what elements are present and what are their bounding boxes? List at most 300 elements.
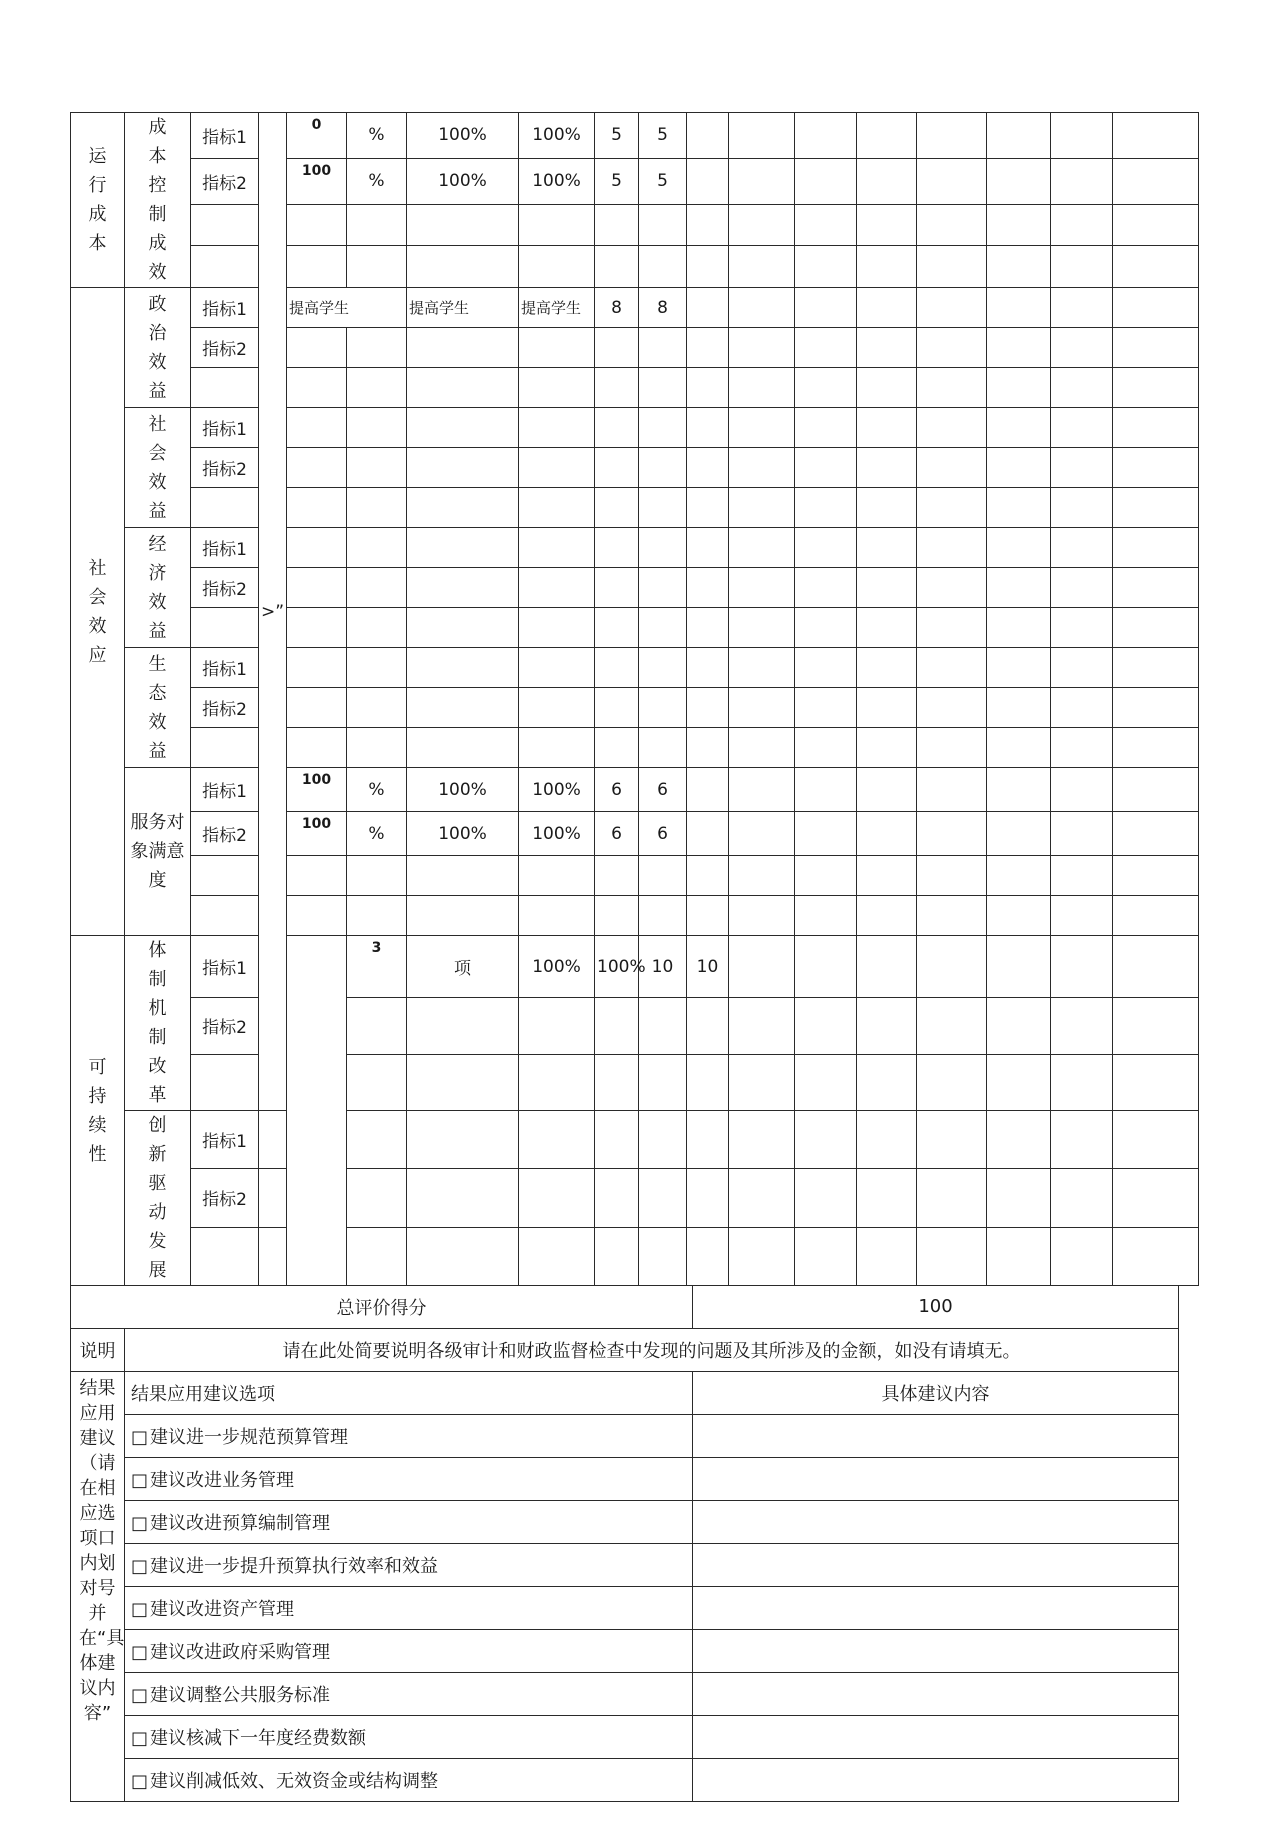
blank-cell — [1113, 1111, 1199, 1169]
blank-cell — [639, 328, 687, 368]
blank-cell — [639, 1111, 687, 1169]
blank-cell — [1113, 936, 1199, 998]
blank-cell — [639, 1169, 687, 1227]
blank-cell — [191, 488, 259, 528]
suggest-option-checkbox[interactable]: □ 建议进一步规范预算管理 — [125, 1414, 693, 1457]
blank-cell — [917, 1227, 987, 1285]
blank-cell — [729, 688, 795, 728]
blank-cell — [1113, 1227, 1199, 1285]
suggest-row — [71, 1457, 1179, 1500]
indicator-label: 指标2 — [191, 328, 259, 368]
blank-cell — [191, 204, 259, 246]
table-row — [71, 812, 1199, 856]
blank-cell — [595, 1227, 639, 1285]
weight-cell: 5 — [595, 113, 639, 159]
blank-cell — [917, 368, 987, 408]
indicator-label: 指标2 — [191, 688, 259, 728]
blank-cell — [519, 246, 595, 288]
blank-cell — [347, 448, 407, 488]
blank-cell — [917, 896, 987, 936]
blank-cell — [639, 728, 687, 768]
suggest-content-field[interactable] — [693, 1543, 1179, 1586]
blank-cell — [519, 608, 595, 648]
blank-cell — [595, 368, 639, 408]
actual-cell: 100% — [519, 812, 595, 856]
actual-cell: 100% — [595, 936, 639, 998]
blank-cell — [729, 448, 795, 488]
blank-cell — [1113, 488, 1199, 528]
blank-cell — [857, 936, 917, 998]
blank-cell — [639, 368, 687, 408]
blank-cell — [1051, 488, 1113, 528]
blank-cell — [519, 408, 595, 448]
category-cell: 运行成本 — [71, 113, 125, 288]
blank-cell — [1113, 328, 1199, 368]
suggest-option-checkbox[interactable]: □ 建议进一步提升预算执行效率和效益 — [125, 1543, 693, 1586]
blank-cell — [519, 1227, 595, 1285]
table-row — [71, 648, 1199, 688]
blank-cell — [917, 856, 987, 896]
indicator-label: 指标2 — [191, 568, 259, 608]
blank-cell — [917, 568, 987, 608]
suggest-option-checkbox[interactable]: □ 建议削减低效、无效资金或结构调整 — [125, 1758, 693, 1801]
blank-cell — [729, 1169, 795, 1227]
blank-cell — [407, 448, 519, 488]
blank-cell — [407, 1111, 519, 1169]
table-row — [71, 768, 1199, 812]
actual-cell: 提高学生 — [519, 288, 595, 328]
subcategory-cell: 成本控制成效 — [125, 113, 191, 288]
blank-cell — [987, 1111, 1051, 1169]
blank-cell — [287, 246, 347, 288]
suggest-row — [71, 1758, 1179, 1801]
blank-cell — [1051, 896, 1113, 936]
blank-cell — [1051, 368, 1113, 408]
subcategory-cell: 创新驱动发展 — [125, 1111, 191, 1286]
blank-cell — [595, 896, 639, 936]
blank-cell — [687, 408, 729, 448]
suggest-header-row — [71, 1371, 1179, 1414]
category-cell: 可持续性 — [71, 936, 125, 1286]
blank-cell — [347, 328, 407, 368]
suggest-option-checkbox[interactable]: □ 建议改进政府采购管理 — [125, 1629, 693, 1672]
unit-cell: % — [347, 812, 407, 856]
blank-cell — [1113, 246, 1199, 288]
suggest-option-checkbox[interactable]: □ 建议改进业务管理 — [125, 1457, 693, 1500]
suggest-row — [71, 1586, 1179, 1629]
blank-cell — [1113, 158, 1199, 204]
blank-cell — [687, 113, 729, 159]
blank-cell — [795, 488, 857, 528]
blank-cell — [347, 896, 407, 936]
blank-cell — [987, 528, 1051, 568]
blank-symbol-column — [287, 936, 347, 1286]
blank-cell — [917, 488, 987, 528]
blank-cell — [687, 448, 729, 488]
score-cell: 5 — [639, 158, 687, 204]
blank-cell — [595, 204, 639, 246]
blank-cell — [191, 856, 259, 896]
options-header: 结果应用建议选项 — [125, 1371, 693, 1414]
blank-cell — [595, 1111, 639, 1169]
blank-cell — [687, 648, 729, 688]
indicator-label: 指标2 — [191, 1169, 259, 1227]
blank-cell — [1051, 528, 1113, 568]
blank-cell — [639, 998, 687, 1054]
blank-cell — [519, 728, 595, 768]
table-row — [71, 998, 1199, 1054]
blank-cell — [987, 204, 1051, 246]
blank-cell — [987, 688, 1051, 728]
unit-cell: % — [347, 113, 407, 159]
blank-cell — [1113, 1054, 1199, 1110]
blank-cell — [987, 768, 1051, 812]
blank-cell — [1113, 856, 1199, 896]
blank-cell — [795, 204, 857, 246]
blank-cell — [639, 448, 687, 488]
blank-cell — [857, 648, 917, 688]
blank-cell — [729, 528, 795, 568]
weight-cell: 8 — [595, 288, 639, 328]
blank-cell — [987, 368, 1051, 408]
blank-cell — [639, 204, 687, 246]
blank-cell — [917, 608, 987, 648]
blank-cell — [191, 728, 259, 768]
blank-cell — [407, 1169, 519, 1227]
blank-cell — [795, 688, 857, 728]
suggest-content-field[interactable] — [693, 1500, 1179, 1543]
blank-cell — [407, 204, 519, 246]
blank-cell — [191, 896, 259, 936]
blank-cell — [287, 528, 347, 568]
blank-cell — [917, 812, 987, 856]
blank-cell — [407, 728, 519, 768]
blank-cell — [407, 328, 519, 368]
blank-cell — [595, 1054, 639, 1110]
table-row — [71, 158, 1199, 204]
blank-cell — [1113, 288, 1199, 328]
blank-cell — [917, 1169, 987, 1227]
blank-cell — [687, 688, 729, 728]
blank-cell — [857, 688, 917, 728]
suggest-row — [71, 1414, 1179, 1457]
evaluation-sheet — [70, 112, 1178, 1802]
blank-cell — [795, 812, 857, 856]
blank-cell — [259, 1169, 287, 1227]
blank-cell — [519, 488, 595, 528]
blank-cell — [987, 1169, 1051, 1227]
suggest-content-field[interactable] — [693, 1586, 1179, 1629]
blank-cell — [917, 936, 987, 998]
blank-cell — [729, 856, 795, 896]
blank-cell — [917, 448, 987, 488]
indicator-label: 指标1 — [191, 408, 259, 448]
summary-table — [70, 1285, 1179, 1802]
table-row — [71, 113, 1199, 159]
blank-cell — [595, 448, 639, 488]
blank-cell — [639, 648, 687, 688]
indicator-label: 指标1 — [191, 936, 259, 998]
blank-cell — [519, 448, 595, 488]
blank-cell — [987, 608, 1051, 648]
blank-cell — [917, 408, 987, 448]
table-row — [71, 568, 1199, 608]
value-cell: 3 — [347, 936, 407, 998]
blank-cell — [595, 246, 639, 288]
blank-cell — [987, 1227, 1051, 1285]
blank-cell — [407, 998, 519, 1054]
blank-cell — [1051, 1169, 1113, 1227]
total-score-value: 100 — [693, 1285, 1179, 1328]
blank-cell — [287, 488, 347, 528]
blank-cell — [857, 1111, 917, 1169]
blank-cell — [287, 728, 347, 768]
blank-cell — [987, 246, 1051, 288]
blank-cell — [1051, 408, 1113, 448]
weight-cell: 6 — [595, 812, 639, 856]
blank-cell — [857, 856, 917, 896]
content-header: 具体建议内容 — [693, 1371, 1179, 1414]
blank-cell — [795, 113, 857, 159]
blank-cell — [987, 936, 1051, 998]
note-label: 说明 — [71, 1328, 125, 1371]
indicator-label: 指标1 — [191, 528, 259, 568]
blank-cell — [687, 568, 729, 608]
blank-cell — [595, 728, 639, 768]
suggest-option-checkbox[interactable]: □ 建议调整公共服务标准 — [125, 1672, 693, 1715]
blank-cell — [1051, 448, 1113, 488]
blank-cell — [1051, 288, 1113, 328]
suggest-row — [71, 1629, 1179, 1672]
blank-cell — [1113, 998, 1199, 1054]
suggest-option-checkbox[interactable]: □ 建议核减下一年度经费数额 — [125, 1715, 693, 1758]
blank-cell — [519, 998, 595, 1054]
blank-cell — [687, 856, 729, 896]
subcategory-cell: 服务对象满意度 — [125, 768, 191, 936]
blank-cell — [595, 648, 639, 688]
blank-cell — [729, 998, 795, 1054]
table-row — [71, 408, 1199, 448]
blank-cell — [687, 488, 729, 528]
blank-cell — [795, 328, 857, 368]
blank-cell — [795, 368, 857, 408]
unit-cell: % — [347, 158, 407, 204]
table-row — [71, 1227, 1199, 1285]
indicator-label: 指标1 — [191, 288, 259, 328]
table-row — [71, 896, 1199, 936]
blank-cell — [987, 568, 1051, 608]
blank-cell — [857, 896, 917, 936]
blank-cell — [639, 1054, 687, 1110]
blank-cell — [687, 768, 729, 812]
blank-cell — [687, 728, 729, 768]
blank-cell — [347, 246, 407, 288]
blank-cell — [519, 528, 595, 568]
blank-cell — [917, 528, 987, 568]
target-cell: 100% — [407, 158, 519, 204]
blank-cell — [687, 368, 729, 408]
blank-cell — [595, 688, 639, 728]
blank-cell — [857, 488, 917, 528]
blank-cell — [1051, 204, 1113, 246]
suggest-row — [71, 1672, 1179, 1715]
blank-cell — [519, 1054, 595, 1110]
blank-cell — [191, 608, 259, 648]
blank-cell — [687, 1227, 729, 1285]
subcategory-cell: 生态效益 — [125, 648, 191, 768]
blank-cell — [795, 856, 857, 896]
blank-cell — [519, 568, 595, 608]
blank-cell — [795, 288, 857, 328]
table-row — [71, 528, 1199, 568]
note-row — [71, 1328, 1179, 1371]
blank-cell — [519, 856, 595, 896]
value-cell: 100 — [287, 768, 347, 812]
blank-cell — [639, 856, 687, 896]
blank-cell — [1051, 648, 1113, 688]
suggest-content-field[interactable] — [693, 1457, 1179, 1500]
value-cell: 0 — [287, 113, 347, 159]
blank-cell — [1113, 448, 1199, 488]
blank-cell — [347, 1169, 407, 1227]
blank-cell — [987, 896, 1051, 936]
blank-cell — [729, 246, 795, 288]
blank-cell — [287, 204, 347, 246]
value-cell: 100 — [287, 812, 347, 856]
blank-cell — [687, 1111, 729, 1169]
indicator-table — [70, 112, 1199, 1286]
suggest-option-checkbox[interactable]: □ 建议改进预算编制管理 — [125, 1500, 693, 1543]
blank-cell — [595, 408, 639, 448]
table-row — [71, 368, 1199, 408]
blank-cell — [857, 528, 917, 568]
blank-cell — [595, 608, 639, 648]
blank-cell — [407, 608, 519, 648]
blank-cell — [917, 113, 987, 159]
blank-cell — [687, 328, 729, 368]
blank-cell — [639, 246, 687, 288]
blank-cell — [917, 648, 987, 688]
blank-cell — [407, 856, 519, 896]
blank-cell — [857, 448, 917, 488]
suggest-row — [71, 1715, 1179, 1758]
blank-cell — [191, 368, 259, 408]
blank-cell — [287, 568, 347, 608]
blank-cell — [639, 488, 687, 528]
blank-cell — [1051, 936, 1113, 998]
blank-cell — [639, 688, 687, 728]
blank-cell — [1051, 113, 1113, 159]
blank-cell — [407, 688, 519, 728]
blank-cell — [1113, 896, 1199, 936]
indicator-label: 指标1 — [191, 113, 259, 159]
blank-cell — [987, 728, 1051, 768]
blank-cell — [917, 768, 987, 812]
blank-cell — [729, 113, 795, 159]
blank-cell — [595, 998, 639, 1054]
blank-cell — [1113, 812, 1199, 856]
blank-cell — [687, 1169, 729, 1227]
blank-cell — [347, 368, 407, 408]
blank-cell — [987, 998, 1051, 1054]
blank-cell — [729, 568, 795, 608]
table-row — [71, 488, 1199, 528]
suggest-content-field[interactable] — [693, 1414, 1179, 1457]
blank-cell — [795, 408, 857, 448]
target-cell: 提高学生 — [407, 288, 519, 328]
indicator-label: 指标1 — [191, 768, 259, 812]
blank-cell — [407, 648, 519, 688]
blank-cell — [191, 1227, 259, 1285]
blank-cell — [347, 408, 407, 448]
blank-cell — [407, 246, 519, 288]
blank-cell — [857, 246, 917, 288]
table-row — [71, 1169, 1199, 1227]
blank-cell — [857, 608, 917, 648]
indicator-label: 指标2 — [191, 158, 259, 204]
blank-cell — [639, 896, 687, 936]
blank-cell — [917, 288, 987, 328]
blank-cell — [347, 856, 407, 896]
suggest-content-field[interactable] — [693, 1629, 1179, 1672]
blank-cell — [795, 1169, 857, 1227]
blank-cell — [857, 1169, 917, 1227]
score-cell: 5 — [639, 113, 687, 159]
blank-cell — [795, 896, 857, 936]
blank-cell — [795, 648, 857, 688]
blank-cell — [729, 768, 795, 812]
blank-cell — [287, 368, 347, 408]
blank-cell — [287, 648, 347, 688]
blank-cell — [1051, 246, 1113, 288]
blank-cell — [287, 328, 347, 368]
suggest-content-field[interactable] — [693, 1672, 1179, 1715]
blank-cell — [917, 1054, 987, 1110]
blank-cell — [917, 328, 987, 368]
blank-cell — [729, 608, 795, 648]
blank-cell — [795, 998, 857, 1054]
blank-cell — [595, 328, 639, 368]
actual-cell: 100% — [519, 113, 595, 159]
suggest-content-field[interactable] — [693, 1758, 1179, 1801]
target-cell: 100% — [407, 812, 519, 856]
suggest-row — [71, 1500, 1179, 1543]
actual-cell: 100% — [519, 158, 595, 204]
blank-cell — [347, 204, 407, 246]
blank-cell — [1051, 728, 1113, 768]
blank-cell — [519, 368, 595, 408]
blank-cell — [1051, 328, 1113, 368]
suggest-content-field[interactable] — [693, 1715, 1179, 1758]
blank-cell — [347, 488, 407, 528]
blank-cell — [1113, 528, 1199, 568]
blank-cell — [729, 288, 795, 328]
total-score-label: 总评价得分 — [71, 1285, 693, 1328]
suggest-option-checkbox[interactable]: □ 建议改进资产管理 — [125, 1586, 693, 1629]
suggest-side-label: 结果应用建议（请在相应选项口内划对号并在“具体建议内容” — [71, 1371, 125, 1801]
blank-cell — [729, 328, 795, 368]
blank-cell — [687, 158, 729, 204]
blank-cell — [347, 998, 407, 1054]
blank-cell — [795, 1227, 857, 1285]
blank-cell — [857, 368, 917, 408]
blank-cell — [1051, 608, 1113, 648]
weight-cell: 5 — [595, 158, 639, 204]
blank-cell — [729, 896, 795, 936]
blank-cell — [687, 246, 729, 288]
indicator-label: 指标1 — [191, 648, 259, 688]
score-cell: 6 — [639, 768, 687, 812]
